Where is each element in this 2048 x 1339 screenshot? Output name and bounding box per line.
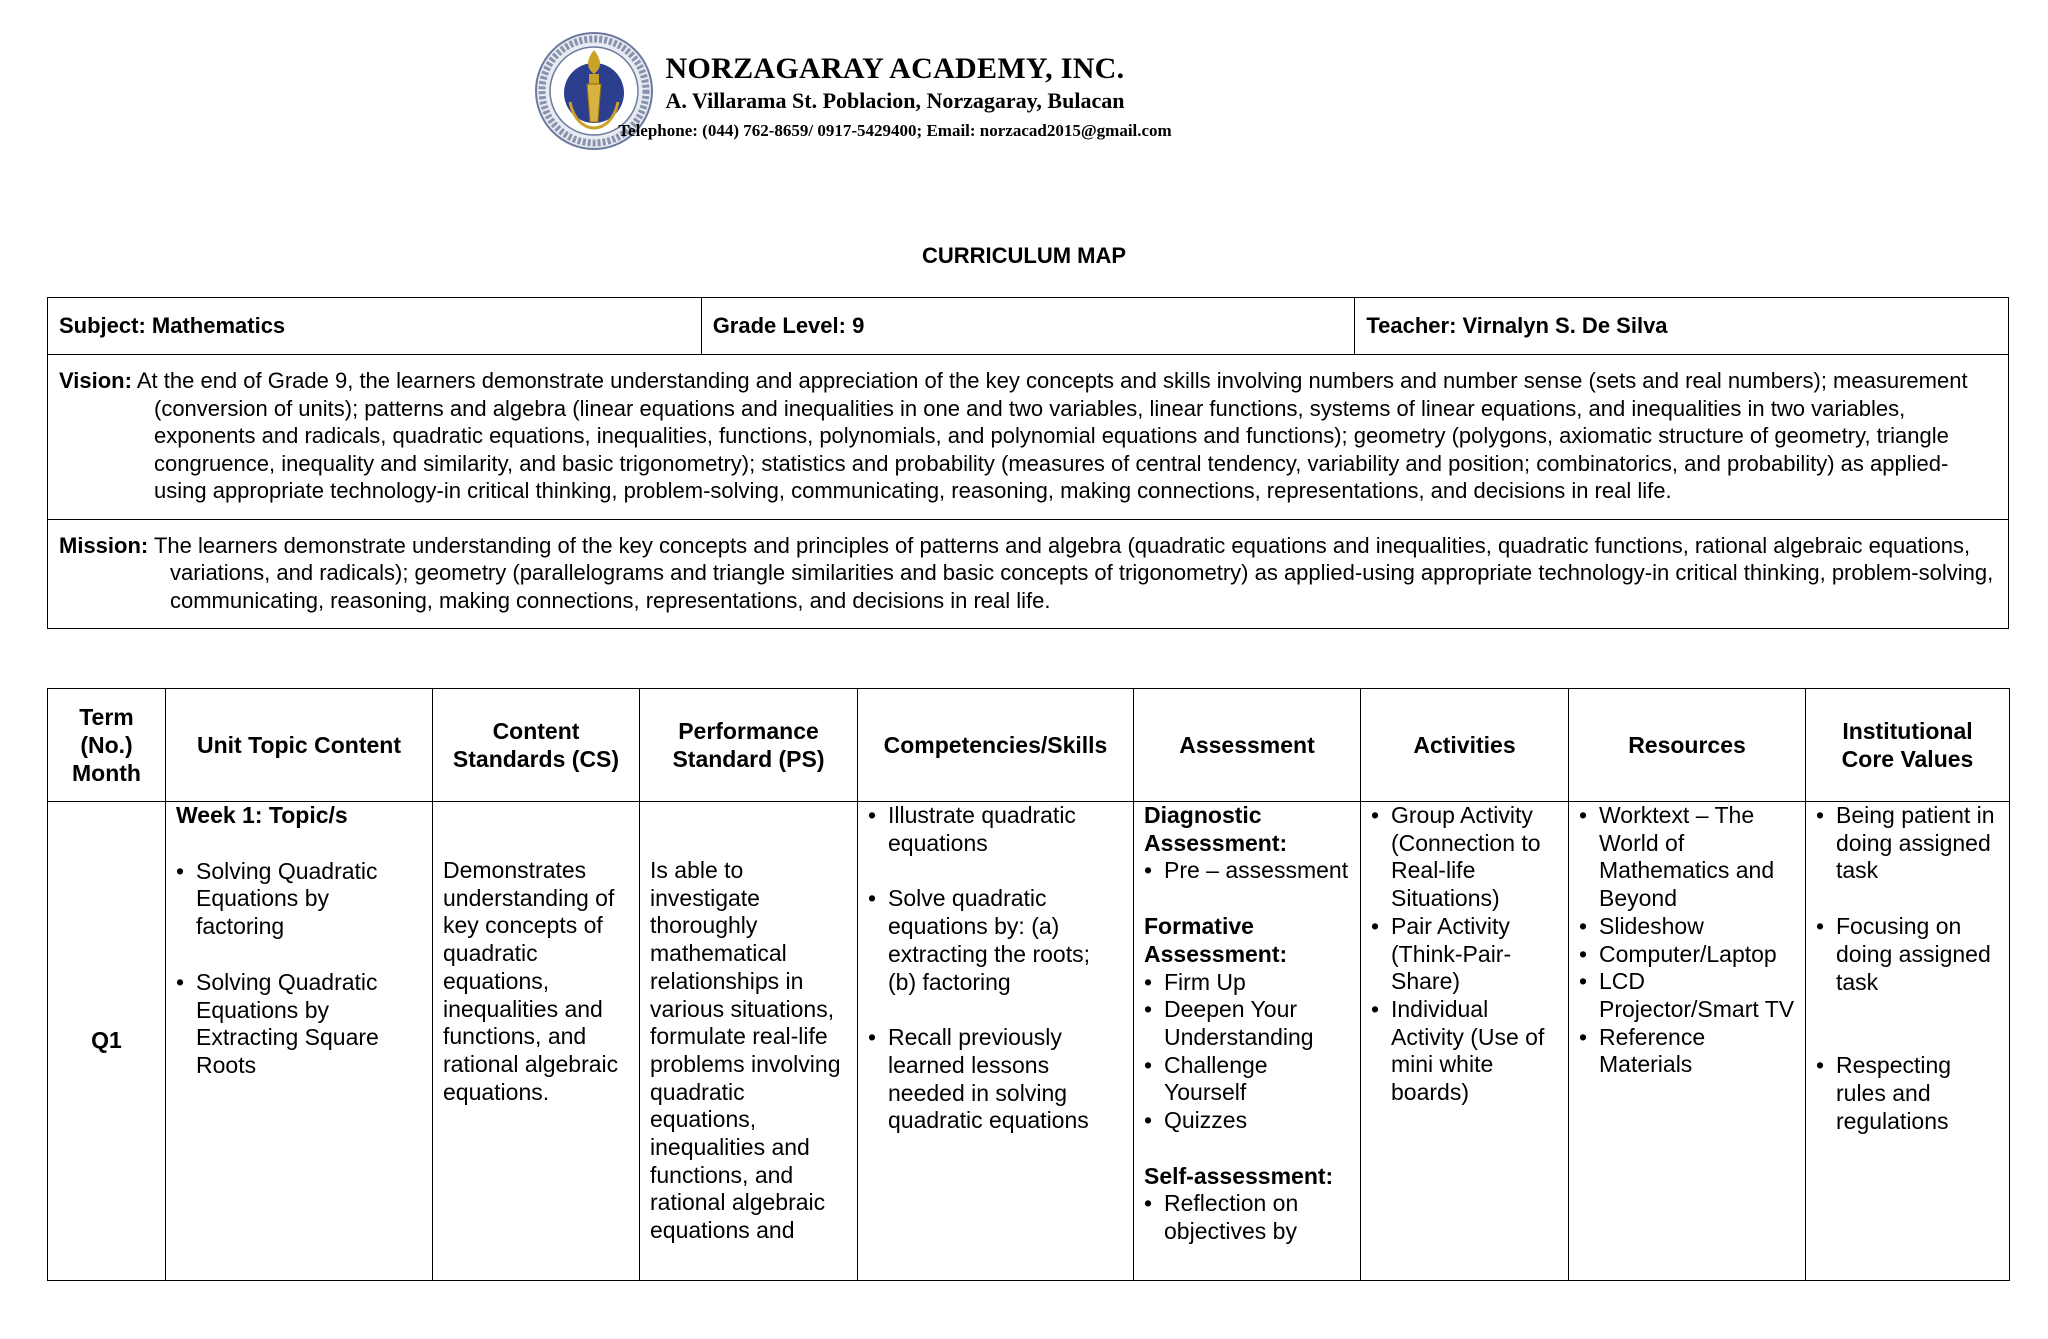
week-heading: Week 1: Topic/s xyxy=(176,802,348,828)
resources-cell xyxy=(1569,802,1806,1281)
diagnostic-list xyxy=(1144,857,1350,885)
content-standard-text: Demonstrates understanding of key concepts of quadratic equations, inequalities and functions, and rational algebraic equations. xyxy=(443,857,619,1105)
content-standard-cell xyxy=(433,802,640,1281)
assessment-cell xyxy=(1134,802,1361,1281)
activities-cell xyxy=(1361,802,1569,1281)
org-address: A. Villarama St. Poblacion, Norzagaray, Bulacan xyxy=(665,88,1125,113)
header-core-values: Institutional Core Values xyxy=(1806,689,2010,802)
list-item: • Reflection on objectives by xyxy=(1144,1190,1350,1245)
mission-label: Mission: xyxy=(59,532,149,558)
competencies-cell xyxy=(858,802,1134,1281)
formative-list xyxy=(1144,969,1350,1135)
vision-text: At the end of Grade 9, the learners demonstrate understanding and appreciation of the key concepts and skills involving numbers and number sense (sets and real numbers); measurement (conversion of units); patterns and algebra (linear equations and inequalities in one and two variables, linear functions, systems of linear equations, and inequalities in two variables, exponents and radicals, quadratic equations, inequalities, functions, polynomials, and polynomial equations and functions); geometry (polygons, axiomatic structure of geometry, triangle congruence, inequality and similarity, and basic trigonometry); statistics and probability (measures of central tendency, variability and position; combinatorics, and probability) as applied-using appropriate technology-in critical thinking, problem-solving, communicating, reasoning, making connections, representations, and decisions in real life. xyxy=(136,368,1968,503)
list-item: • Respecting rules and regulations xyxy=(1816,1052,1999,1135)
header-performance-standard: Performance Standard (PS) xyxy=(640,689,858,802)
self-assessment-list xyxy=(1144,1190,1350,1245)
list-item: • Recall previously learned lessons needed in solving quadratic equations xyxy=(868,1024,1123,1135)
vision-row xyxy=(48,355,2009,520)
header-competencies: Competencies/Skills xyxy=(858,689,1134,802)
list-item: • Focusing on doing assigned task xyxy=(1816,913,1999,996)
performance-standard-cell xyxy=(640,802,858,1281)
subject-cell: Subject: Mathematics xyxy=(48,298,702,355)
header-content-standards: Content Standards (CS) xyxy=(433,689,640,802)
vision-cell xyxy=(48,355,2009,520)
topic-list xyxy=(176,858,422,1080)
list-item: • LCD Projector/Smart TV xyxy=(1579,968,1795,1023)
list-item: • Solving Quadratic Equations by Extracting Square Roots xyxy=(176,969,422,1080)
list-item: • Solving Quadratic Equations by factoring xyxy=(176,858,422,941)
list-item: • Being patient in doing assigned task xyxy=(1816,802,1999,885)
activity-list xyxy=(1371,802,1558,1107)
list-item: • Firm Up xyxy=(1144,969,1350,997)
list-item: • Group Activity (Connection to Real-life Situations) xyxy=(1371,802,1558,913)
list-item: • Quizzes xyxy=(1144,1107,1350,1135)
list-item: • Individual Activity (Use of mini white boards) xyxy=(1371,996,1558,1107)
list-item: • Deepen Your Understanding xyxy=(1144,996,1350,1051)
resource-list xyxy=(1579,802,1795,1079)
curriculum-table xyxy=(47,688,2010,1281)
org-name: NORZAGARAY ACADEMY, INC. xyxy=(665,52,1125,85)
teacher-cell: Teacher: Virnalyn S. De Silva xyxy=(1355,298,2009,355)
self-assessment-heading: Self-assessment: xyxy=(1144,1162,1334,1189)
info-table xyxy=(47,297,2009,629)
meta-row xyxy=(48,298,2009,355)
header-activities: Activities xyxy=(1361,689,1569,802)
diagnostic-heading: Diagnostic Assessment: xyxy=(1144,802,1288,856)
list-item: • Challenge Yourself xyxy=(1144,1052,1350,1107)
competency-list xyxy=(868,802,1123,1135)
formative-heading: Formative Assessment: xyxy=(1144,913,1288,967)
list-item: • Illustrate quadratic equations xyxy=(868,802,1123,857)
table-row xyxy=(48,802,2010,1281)
mission-cell xyxy=(48,519,2009,629)
performance-standard-text: Is able to investigate thoroughly mathematical relationships in various situations, formulate real-life problems involving quadratic equations, inequalities and functions, and rational algebraic equations and xyxy=(650,857,841,1244)
list-item: • Computer/Laptop xyxy=(1579,941,1795,969)
header-assessment: Assessment xyxy=(1134,689,1361,802)
grade-level-cell: Grade Level: 9 xyxy=(701,298,1355,355)
mission-row xyxy=(48,519,2009,629)
list-item: • Reference Materials xyxy=(1579,1024,1795,1079)
vision-label: Vision: xyxy=(59,368,132,393)
document-title: CURRICULUM MAP xyxy=(921,243,1127,268)
header-unit-topic: Unit Topic Content xyxy=(166,689,433,802)
org-contact: Telephone: (044) 762-8659/ 0917-5429400; Email: norzacad2015@gmail.com xyxy=(618,121,1172,140)
header-term: Term (No.) Month xyxy=(48,689,166,802)
list-item: • Pair Activity (Think-Pair-Share) xyxy=(1371,913,1558,996)
table-header-row xyxy=(48,689,2010,802)
unit-topic-cell xyxy=(166,802,433,1281)
mission-text: The learners demonstrate understanding of the key concepts and principles of patterns and algebra (quadratic equations and inequalities, quadratic functions, rational algebraic equations, variations, and radicals); geometry (parallelograms and triangle similarities and basic concepts of trigonometry) as applied-using appropriate technology-in critical thinking, problem-solving, communicating, reasoning, making connections, representations, and decisions in real life. xyxy=(153,532,1994,613)
list-item: • Pre – assessment xyxy=(1144,857,1350,885)
list-item: • Slideshow xyxy=(1579,913,1795,941)
list-item: • Solve quadratic equations by: (a) extracting the roots; (b) factoring xyxy=(868,885,1123,996)
list-item: • Worktext – The World of Mathematics and Beyond xyxy=(1579,802,1795,913)
core-values-cell xyxy=(1806,802,2010,1281)
header-resources: Resources xyxy=(1569,689,1806,802)
term-cell: Q1 xyxy=(48,802,166,1281)
core-values-list xyxy=(1816,802,1999,1135)
